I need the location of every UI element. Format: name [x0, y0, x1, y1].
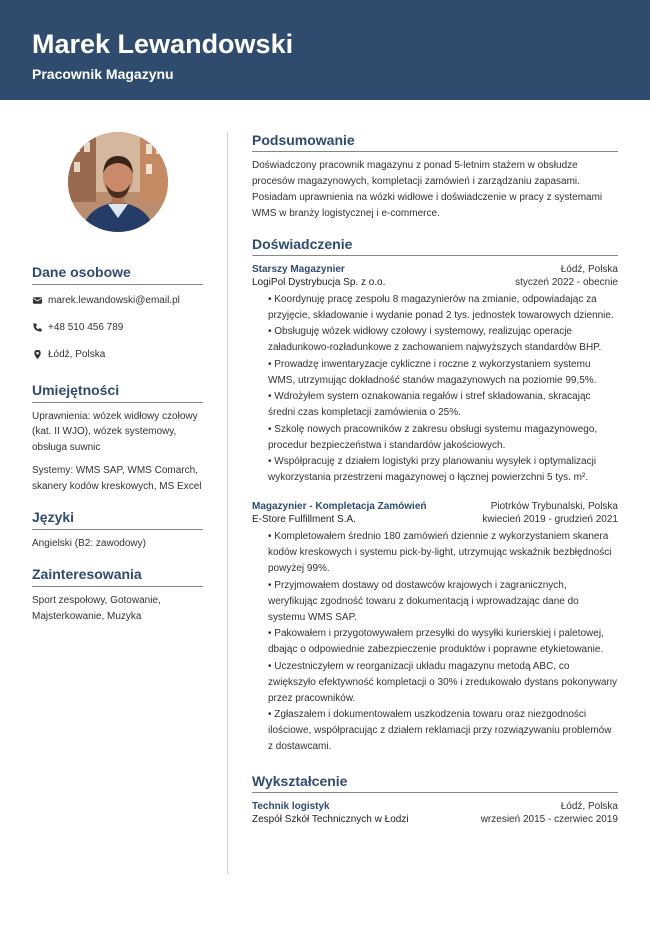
- languages-heading: Języki: [32, 509, 203, 530]
- candidate-name: Marek Lewandowski: [32, 29, 294, 59]
- education-degree: Technik logistyk: [252, 800, 330, 812]
- job-bullet: • Przyjmowałem dostawy od dostawców krajowych i zagranicznych, weryfikując zgodność towaru z dokumentacją i wprowadzając dane do systemu WMS SAP.: [268, 579, 579, 623]
- personal-section: [32, 264, 203, 361]
- summary-text: Doświadczony pracownik magazynu z ponad 5-letnim stażem w obsłudze procesów magazynowych, kompletacji zamówień i zarządzaniu zapasami. Posiadam uprawnienia na wózki widłowe i doświadczenie w pracy z systemami WMS w branży logistycznej i e-commerce.: [252, 159, 603, 219]
- education-location: Łódź, Polska: [560, 800, 618, 812]
- job-bullet: • Koordynuję pracę zespołu 8 magazynierów na zmianie, odpowiadając za przyjęcie, składowanie i wydanie ponad 2 tys. jednostek towarowych dziennie.: [268, 293, 614, 321]
- map-pin-icon: [32, 349, 43, 360]
- interests-heading: Zainteresowania: [32, 566, 203, 587]
- job-header: [252, 263, 618, 289]
- column-divider: [227, 132, 228, 874]
- skills-section: [32, 382, 203, 494]
- education-heading: Wykształcenie: [252, 773, 618, 793]
- education-entry: [252, 800, 618, 826]
- experience-section: [252, 236, 618, 755]
- job-bullet: • Prowadzę inwentaryzacje cykliczne i roczne z wykorzystaniem systemu WMS, utrzymując dokładność stanów magazynowych na poziomie 99,5%.: [268, 358, 597, 386]
- job-bullet: • Szkolę nowych pracowników z zakresu obsługi systemu magazynowego, procedur bezpieczeństwa i standardów jakościowych.: [268, 423, 598, 451]
- email-text: marek.lewandowski@email.pl: [48, 294, 180, 306]
- summary-heading: Podsumowanie: [252, 132, 618, 152]
- job-bullet: • Kompletowałem średnio 180 zamówień dziennie z wykorzystaniem skanera kodów kreskowych i systemu pick-by-light, utrzymując wskaźnik bezbłędności powyżej 99%.: [268, 531, 612, 575]
- contact-email: [32, 294, 203, 307]
- contact-phone: [32, 321, 203, 334]
- job-location: Łódź, Polska: [560, 263, 618, 275]
- language-item: Angielski (B2: zawodowy): [32, 537, 146, 549]
- job-bullet: • Pakowałem i przygotowywałem przesyłki do wysyłki kurierskiej i paletowej, dbając o odpowiednie zabezpieczenie produktów i poprawne etykietowanie.: [268, 628, 604, 656]
- personal-heading: Dane osobowe: [32, 264, 203, 285]
- job-dates: kwiecień 2019 - grudzień 2021: [482, 514, 618, 526]
- contact-location: [32, 348, 203, 361]
- job-location: Piotrków Trybunalski, Polska: [490, 501, 618, 513]
- experience-heading: Doświadczenie: [252, 236, 618, 256]
- education-dates: wrzesień 2015 - czerwiec 2019: [480, 813, 618, 825]
- job-bullet: • Wdrożyłem system oznakowania regałów i stref składowania, skracając średni czas kompletacji zamówienia o 25%.: [268, 391, 591, 419]
- envelope-icon: [32, 295, 43, 306]
- education-school: Zespół Szkół Technicznych w Łodzi: [252, 813, 409, 825]
- summary-section: [252, 132, 618, 222]
- job-entry: [252, 500, 618, 755]
- languages-section: [32, 509, 203, 551]
- job-title: Pracownik Magazynu: [32, 66, 174, 82]
- job-bullets: [268, 292, 618, 487]
- main-content: [252, 132, 618, 826]
- job-position: Starszy Magazynier: [252, 263, 345, 275]
- profile-photo: [68, 132, 168, 232]
- job-bullet: • Zgłaszałem i dokumentowałem uszkodzenia towaru oraz niezgodności ilościowe, współpracując z działem reklamacji przy rozwiązywaniu problemów z dostawcami.: [268, 709, 612, 753]
- job-position: Magazynier - Kompletacja Zamówień: [252, 501, 427, 513]
- job-header: [252, 500, 618, 526]
- job-company: E-Store Fulfillment S.A.: [252, 514, 356, 526]
- job-dates: styczeń 2022 - obecnie: [515, 276, 618, 288]
- education-section: [252, 773, 618, 826]
- location-text: Łódź, Polska: [48, 348, 106, 360]
- interests-text: Sport zespołowy, Gotowanie, Majsterkowanie, Muzyka: [32, 595, 161, 622]
- job-bullets: [268, 529, 618, 755]
- job-bullet: • Obsługuję wózek widłowy czołowy i systemowy, realizując operacje załadunkowo-rozładunkowe z zachowaniem najwyższych standardów BHP.: [268, 326, 602, 354]
- job-bullet: • Uczestniczyłem w reorganizacji układu magazynu metodą ABC, co zwiększyło efektywność kompletacji o 30% i zredukowało dystans pokonywany przez pracowników.: [268, 660, 618, 704]
- phone-text: +48 510 456 789: [48, 321, 124, 333]
- job-entry: [252, 263, 618, 487]
- skill-item: Systemy: WMS SAP, WMS Comarch, skanery kodów kreskowych, MS Excel: [32, 465, 202, 492]
- skill-item: Uprawnienia: wózek widłowy czołowy (kat. II WJO), wózek systemowy, obsługa suwnic: [32, 410, 198, 453]
- sidebar: [32, 132, 203, 624]
- skills-heading: Umiejętności: [32, 382, 203, 403]
- header-banner: [0, 0, 650, 100]
- job-company: LogiPol Dystrybucja Sp. z o.o.: [252, 276, 386, 288]
- job-bullet: • Współpracuję z działem logistyki przy planowaniu wysyłek i optymalizacji wykorzystania przestrzeni magazynowej o łącznej powierzchni 5 tys. m².: [268, 456, 597, 484]
- phone-icon: [32, 322, 43, 333]
- interests-section: [32, 566, 203, 624]
